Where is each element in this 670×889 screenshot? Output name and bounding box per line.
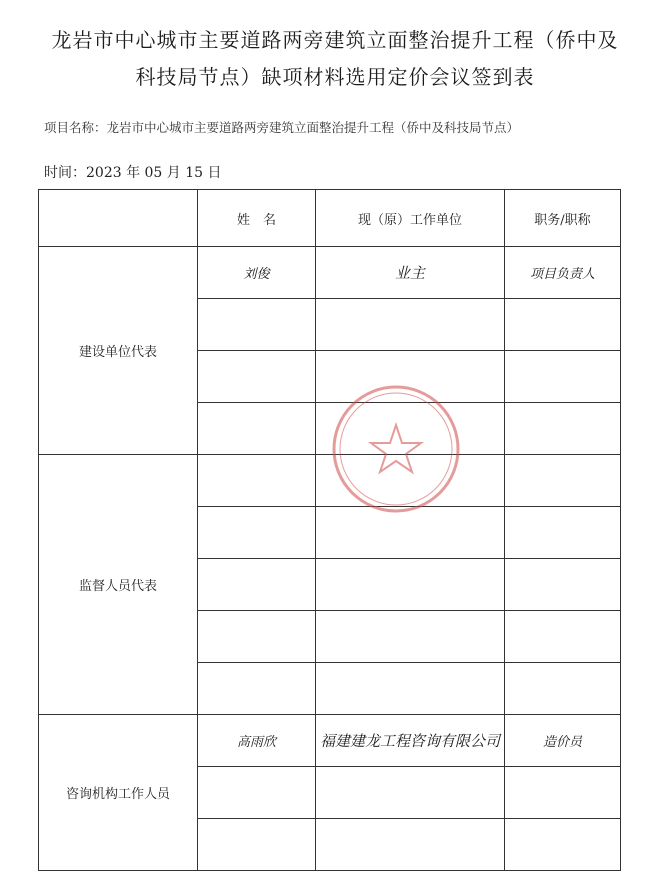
signer-name-cell <box>198 455 316 507</box>
signer-title-cell <box>505 559 621 611</box>
signer-name-cell: 高雨欣 <box>198 715 316 767</box>
signer-title-cell <box>505 403 621 455</box>
sign-in-table <box>38 189 621 871</box>
signer-name-cell <box>198 403 316 455</box>
signer-unit-cell <box>316 559 505 611</box>
signer-name-cell <box>198 767 316 819</box>
signer-unit-cell <box>316 403 505 455</box>
group-label-cell: 建设单位代表 <box>39 247 198 455</box>
header-cell-name: 姓 名 <box>198 190 316 247</box>
header-cell-category <box>39 190 198 247</box>
signer-title-cell <box>505 663 621 715</box>
document-title-line-1: 龙岩市中心城市主要道路两旁建筑立面整治提升工程（侨中及 <box>51 28 619 52</box>
signer-name-cell <box>198 611 316 663</box>
signer-name-cell: 刘俊 <box>198 247 316 299</box>
table-row <box>39 455 621 507</box>
group-label-cell: 咨询机构工作人员 <box>39 715 198 871</box>
document-title-line-2: 科技局节点）缺项材料选用定价会议签到表 <box>135 65 535 89</box>
signer-title-cell <box>505 819 621 871</box>
signer-name-cell <box>198 663 316 715</box>
header-cell-title: 职务/职称 <box>505 190 621 247</box>
signer-title-cell <box>505 351 621 403</box>
signer-name-cell <box>198 819 316 871</box>
project-name-value: 龙岩市中心城市主要道路两旁建筑立面整治提升工程（侨中及科技局节点） <box>106 120 520 135</box>
signer-title-cell: 项目负责人 <box>505 247 621 299</box>
signer-unit-cell: 福建建龙工程咨询有限公司 <box>316 715 505 767</box>
signer-unit-cell <box>316 455 505 507</box>
signer-unit-cell <box>316 819 505 871</box>
signer-title-cell <box>505 507 621 559</box>
meeting-time-value: 2023 年 05 月 15 日 <box>86 165 222 181</box>
signer-title-cell <box>505 767 621 819</box>
header-cell-unit: 现（原）工作单位 <box>316 190 505 247</box>
signer-unit-cell <box>316 663 505 715</box>
signer-name-cell <box>198 299 316 351</box>
signer-title-cell <box>505 611 621 663</box>
signer-unit-cell <box>316 767 505 819</box>
table-row <box>39 715 621 767</box>
signer-unit-cell <box>316 299 505 351</box>
signer-title-cell <box>505 299 621 351</box>
table-header-row <box>39 190 621 247</box>
signer-unit-cell <box>316 507 505 559</box>
signer-unit-cell <box>316 351 505 403</box>
signer-name-cell <box>198 507 316 559</box>
signer-name-cell <box>198 559 316 611</box>
signer-title-cell: 造价员 <box>505 715 621 767</box>
project-name-label: 项目名称： <box>44 120 107 135</box>
signer-unit-cell: 业主 <box>316 247 505 299</box>
project-name-line <box>44 118 519 136</box>
meeting-time-line <box>44 162 222 182</box>
signer-unit-cell <box>316 611 505 663</box>
meeting-time-label: 时间： <box>44 165 86 181</box>
signer-title-cell <box>505 455 621 507</box>
group-label-cell: 监督人员代表 <box>39 455 198 715</box>
signer-name-cell <box>198 351 316 403</box>
table-row <box>39 247 621 299</box>
